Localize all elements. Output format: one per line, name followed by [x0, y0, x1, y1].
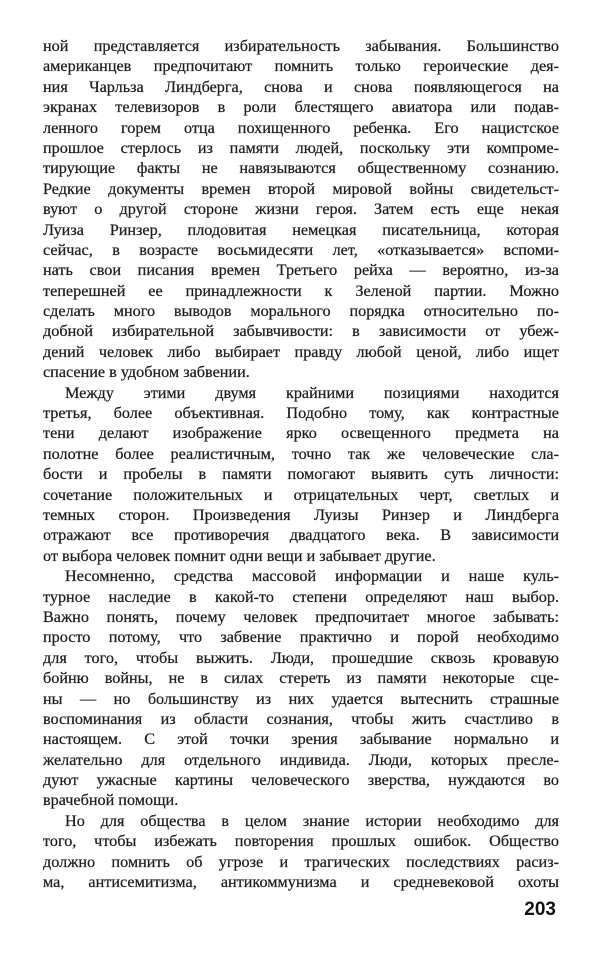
text-line: сейчас, в возрасте восьмидесяти лет, «отказывается» вспоми-	[43, 240, 559, 259]
text-line: Редкие документы времен второй мировой войны свидетельст-	[43, 179, 559, 198]
text-line: добной избирательной забывчивости: в зависимости от убеж-	[43, 322, 559, 341]
text-line: ния Чарльза Линдберга, снова и снова появляющегося на	[43, 77, 559, 96]
text-line: темных сторон. Произведения Луизы Ринзер и Линдберга	[43, 505, 559, 524]
text-line: воспоминания из области сознания, чтобы жить счастливо в	[43, 709, 559, 728]
text-line: ленного горем отца похищенного ребенка. Его нацистское	[43, 118, 559, 137]
text-line: желательно для отдельного индивида. Люди, которых пресле-	[43, 750, 559, 769]
text-line: сочетание положительных и отрицательных черт, светлых и	[43, 485, 559, 504]
text-line: Важно понять, почему человек предпочитает многое забывать:	[43, 607, 559, 626]
text-line: ной представляется избирательность забывания. Большинство	[43, 37, 559, 55]
text-line: должно помнить об угрозе и трагических последствиях расиз-	[43, 852, 559, 871]
text-line: экранах телевизоров в роли блестящего авиатора или подав-	[43, 98, 559, 117]
page-body-text	[43, 36, 559, 892]
text-line: того, чтобы избежать повторения прошлых ошибок. Общество	[43, 832, 559, 851]
paragraph	[43, 566, 559, 811]
text-line: Но для общества в целом знание истории необходимо для	[65, 811, 559, 830]
text-line: Между этими двумя крайними позициями находится	[65, 383, 559, 402]
text-line: бойню войны, не в силах стереть из памяти некоторые сце-	[43, 669, 559, 688]
text-line: спасение в удобном забвении.	[43, 363, 250, 382]
text-line: тирующие факты не навязываются общественному сознанию.	[43, 159, 559, 178]
text-line: теперешней ее принадлежности к Зеленой партии. Можно	[43, 281, 559, 300]
text-line: ны — но большинству из них удается вытеснить страшные	[43, 689, 559, 708]
text-line: ма, антисемитизма, антикоммунизма и средневековой охоты	[43, 873, 559, 892]
text-line: Луиза Ринзер, плодовитая немецкая писательница, которая	[43, 220, 559, 239]
text-line: полотне более реалистичным, точно так же человеческие сла-	[43, 444, 559, 463]
text-line: американцев предпочитают помнить только героические дея-	[43, 57, 559, 76]
text-line: для того, чтобы выжить. Люди, прошедшие сквозь кровавую	[43, 648, 559, 667]
text-line: от выбора человек помнит одни вещи и забывает другие.	[43, 546, 436, 565]
paragraph	[43, 811, 559, 893]
text-line: тени делают изображение ярко освещенного предмета на	[43, 424, 559, 443]
text-line: бости и пробелы в памяти помогают выявить суть личности:	[43, 465, 559, 484]
text-line: настоящем. С этой точки зрения забывание нормально и	[43, 730, 559, 749]
text-line: Несомненно, средства массовой информации и наше куль-	[65, 567, 559, 586]
text-line: нать свои писания времен Третьего рейха — вероятно, из-за	[43, 261, 559, 280]
text-line: дуют ужасные картины человеческого зверства, нуждаются во	[43, 771, 559, 790]
text-line: просто потому, что забвение практично и порой необходимо	[43, 628, 559, 647]
text-line: вуют о другой стороне жизни героя. Затем есть еще некая	[43, 200, 559, 219]
paragraph	[43, 383, 559, 567]
text-line: сделать много выводов морального порядка относительно по-	[43, 302, 559, 321]
text-line: прошлое стерлось из памяти людей, поскольку эти компроме-	[43, 138, 559, 157]
text-line: врачебной помощи.	[43, 791, 179, 810]
page-number: 203	[524, 899, 556, 920]
paragraph	[43, 36, 559, 383]
text-line: третья, более объективная. Подобно тому, как контрастные	[43, 404, 559, 423]
text-line: отражают все противоречия двадцатого века. В зависимости	[43, 526, 559, 545]
text-line: дений человек либо выбирает правду любой ценой, либо ищет	[43, 342, 559, 361]
text-line: турное наследие в какой-то степени определяют наш выбор.	[43, 587, 559, 606]
